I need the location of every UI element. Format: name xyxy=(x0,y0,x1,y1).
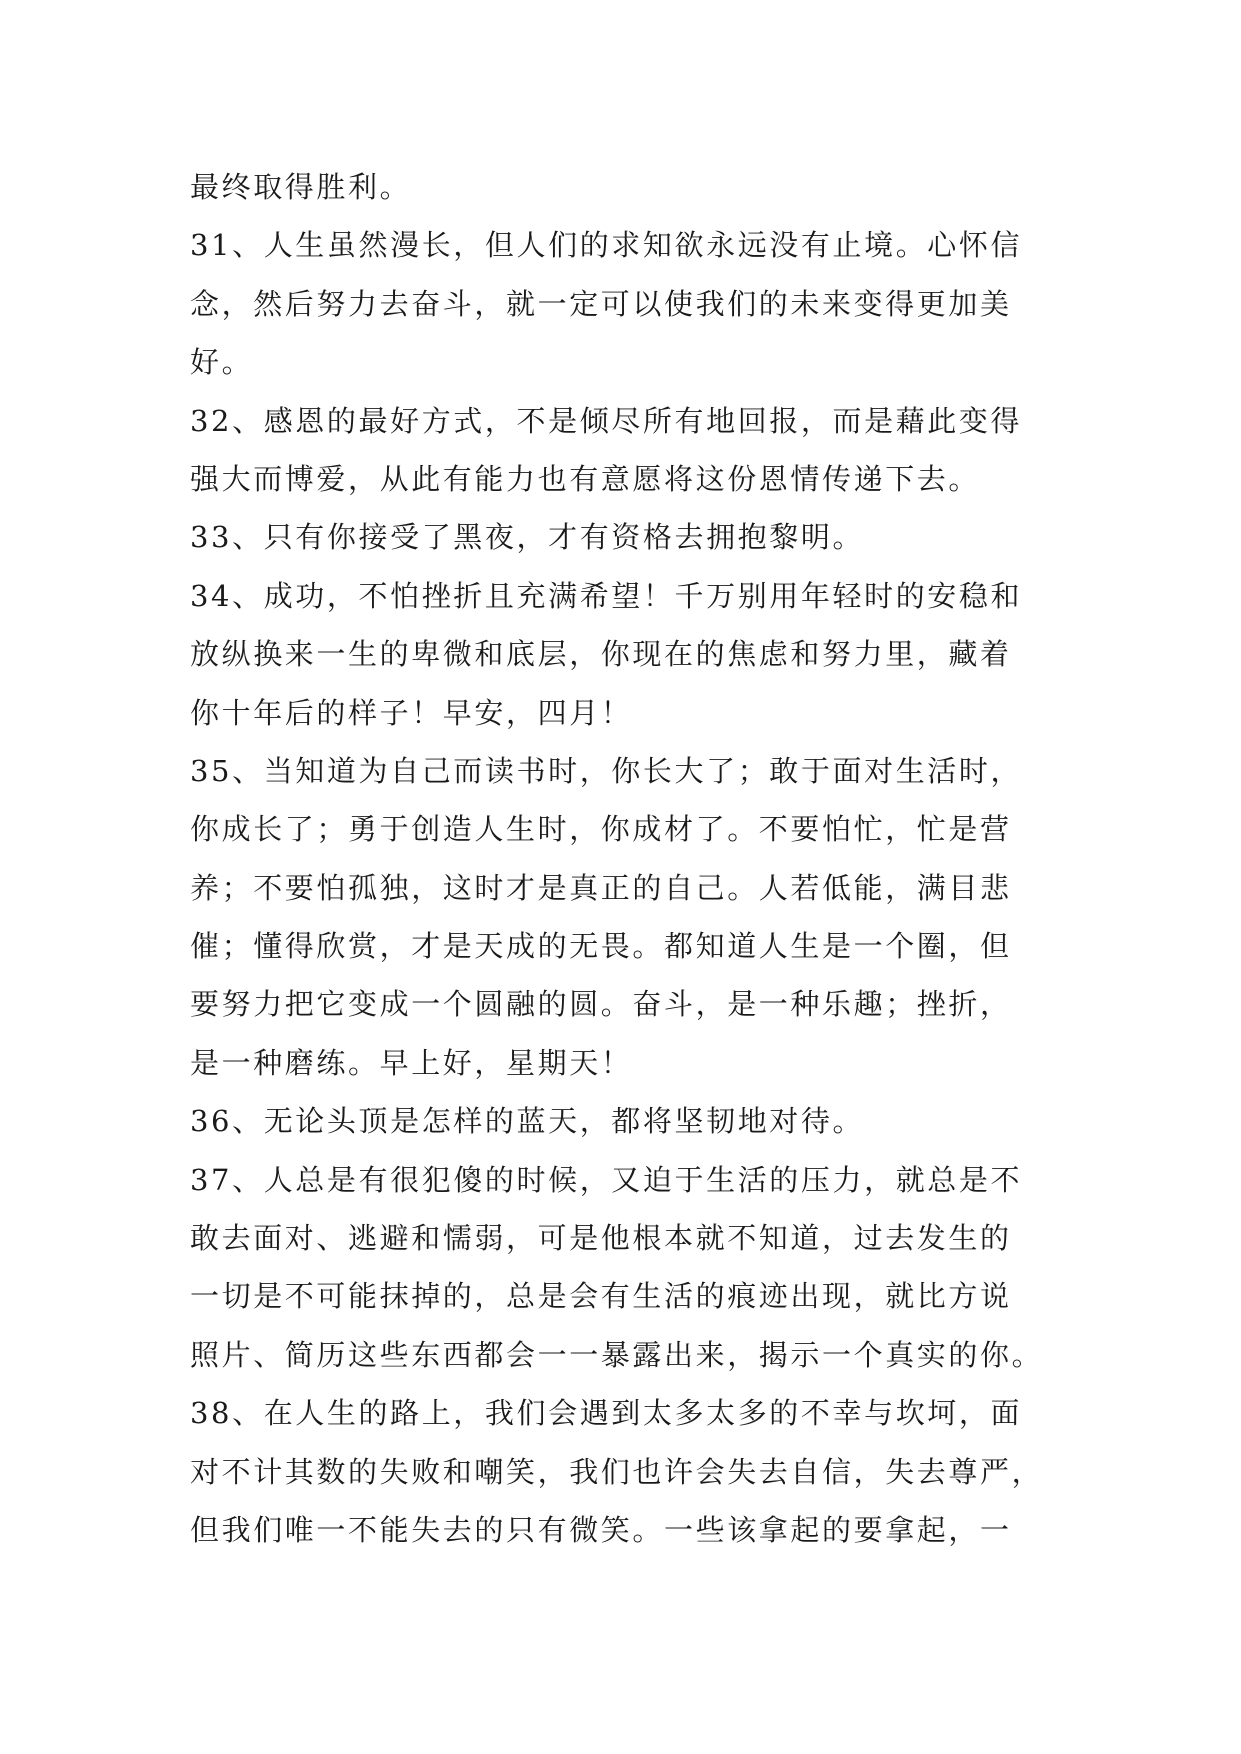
text-line: 31、人生虽然漫长，但人们的求知欲永远没有止境。心怀信 xyxy=(190,228,1023,263)
text-line: 敢去面对、逃避和懦弱，可是他根本就不知道，过去发生的 xyxy=(190,1221,1012,1256)
text-line: 一切是不可能抹掉的，总是会有生活的痕迹出现，就比方说 xyxy=(190,1279,1012,1314)
text-line: 你成长了；勇于创造人生时，你成材了。不要怕忙，忙是营 xyxy=(190,812,1012,847)
text-line: 37、人总是有很犯傻的时候，又迫于生活的压力，就总是不 xyxy=(190,1162,1023,1197)
text-line: 35、当知道为自己而读书时，你长大了；敢于面对生活时， xyxy=(190,753,1023,788)
text-line: 强大而博爱，从此有能力也有意愿将这份恩情传递下去。 xyxy=(190,461,981,496)
text-line: 要努力把它变成一个圆融的圆。奋斗，是一种乐趣；挫折， xyxy=(190,987,1012,1022)
text-line: 32、感恩的最好方式，不是倾尽所有地回报，而是藉此变得 xyxy=(190,403,1023,438)
text-line: 是一种磨练。早上好，星期天！ xyxy=(190,1045,633,1080)
text-line: 38、在人生的路上，我们会遇到太多太多的不幸与坎坷，面 xyxy=(190,1396,1023,1431)
text-line: 34、成功，不怕挫折且充满希望！千万别用年轻时的安稳和 xyxy=(190,578,1023,613)
text-line: 养；不要怕孤独，这时才是真正的自己。人若低能，满目悲 xyxy=(190,870,1012,905)
text-line: 对不计其数的失败和嘲笑，我们也许会失去自信，失去尊严， xyxy=(190,1454,1044,1489)
text-line: 念，然后努力去奋斗，就一定可以使我们的未来变得更加美 xyxy=(190,286,1012,321)
text-line: 你十年后的样子！早安，四月！ xyxy=(190,695,633,730)
document-body xyxy=(190,158,1060,1559)
text-line: 但我们唯一不能失去的只有微笑。一些该拿起的要拿起，一 xyxy=(190,1512,1012,1547)
text-line: 催；懂得欣赏，才是天成的无畏。都知道人生是一个圈，但 xyxy=(190,929,1012,964)
text-line: 36、无论头顶是怎样的蓝天，都将坚韧地对待。 xyxy=(190,1104,865,1139)
text-line: 放纵换来一生的卑微和底层，你现在的焦虑和努力里，藏着 xyxy=(190,637,1012,672)
text-line: 33、只有你接受了黑夜，才有资格去拥抱黎明。 xyxy=(190,520,865,555)
text-line: 照片、简历这些东西都会一一暴露出来，揭示一个真实的你。 xyxy=(190,1337,1044,1372)
text-line: 最终取得胜利。 xyxy=(190,170,412,204)
text-line: 好。 xyxy=(190,345,254,380)
